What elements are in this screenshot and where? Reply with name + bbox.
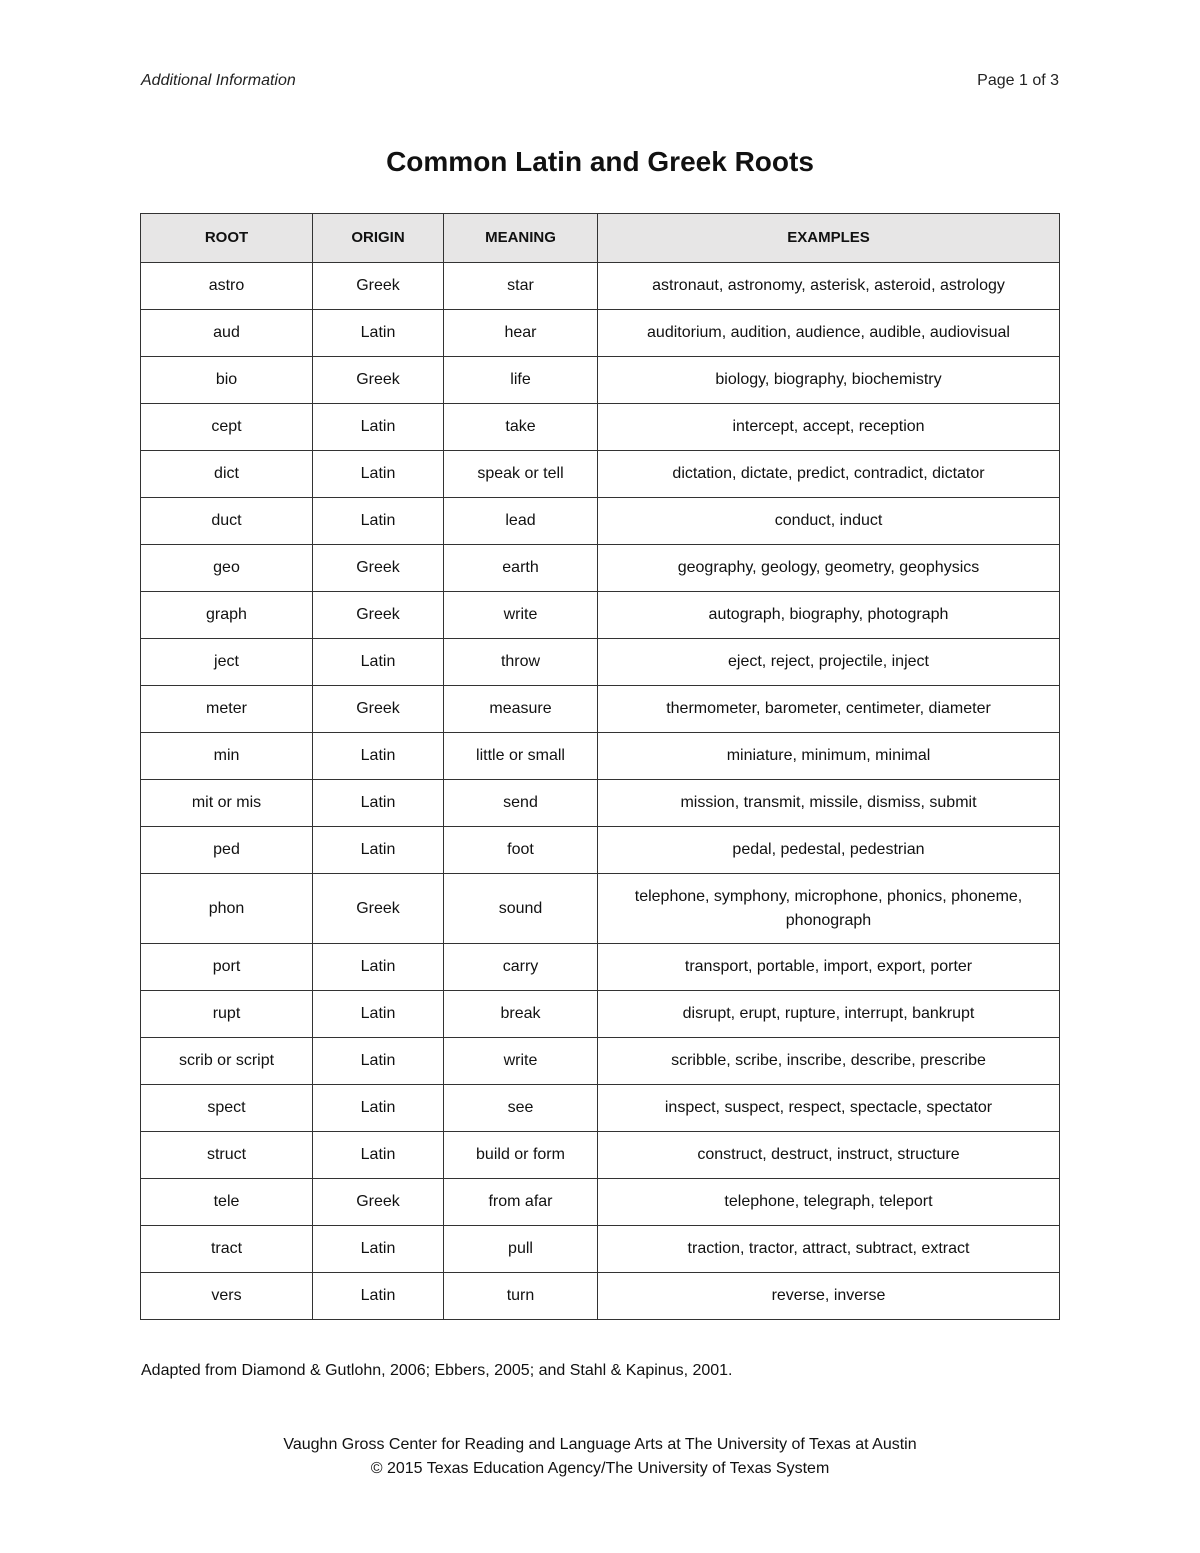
cell-examples: scribble, scribe, inscribe, describe, prescribe bbox=[598, 1038, 1060, 1085]
cell-origin: Greek bbox=[313, 263, 444, 310]
cell-examples: biology, biography, biochemistry bbox=[598, 357, 1060, 404]
cell-origin: Latin bbox=[313, 1132, 444, 1179]
cell-examples: intercept, accept, reception bbox=[598, 404, 1060, 451]
cell-meaning: carry bbox=[444, 944, 598, 991]
cell-origin: Latin bbox=[313, 780, 444, 827]
cell-origin: Latin bbox=[313, 451, 444, 498]
table-row bbox=[141, 451, 1060, 498]
cell-examples: autograph, biography, photograph bbox=[598, 592, 1060, 639]
cell-origin: Greek bbox=[313, 592, 444, 639]
cell-root: mit or mis bbox=[141, 780, 313, 827]
footer-institution: Vaughn Gross Center for Reading and Language Arts at The University of Texas at Austin bbox=[283, 1436, 917, 1453]
table-row bbox=[141, 1179, 1060, 1226]
cell-meaning: foot bbox=[444, 827, 598, 874]
cell-meaning: earth bbox=[444, 545, 598, 592]
page-title: Common Latin and Greek Roots bbox=[386, 146, 814, 177]
table-row bbox=[141, 1085, 1060, 1132]
cell-examples: geography, geology, geometry, geophysics bbox=[598, 545, 1060, 592]
cell-examples: thermometer, barometer, centimeter, diameter bbox=[598, 686, 1060, 733]
table-row bbox=[141, 991, 1060, 1038]
table-row bbox=[141, 874, 1060, 944]
cell-examples: traction, tractor, attract, subtract, extract bbox=[598, 1226, 1060, 1273]
cell-root: duct bbox=[141, 498, 313, 545]
cell-root: struct bbox=[141, 1132, 313, 1179]
cell-origin: Latin bbox=[313, 1273, 444, 1320]
cell-meaning: star bbox=[444, 263, 598, 310]
cell-meaning: see bbox=[444, 1085, 598, 1132]
table-row bbox=[141, 404, 1060, 451]
table-row bbox=[141, 1226, 1060, 1273]
table-row bbox=[141, 827, 1060, 874]
roots-table-body bbox=[141, 263, 1060, 1320]
cell-meaning: hear bbox=[444, 310, 598, 357]
cell-examples: construct, destruct, instruct, structure bbox=[598, 1132, 1060, 1179]
cell-meaning: speak or tell bbox=[444, 451, 598, 498]
cell-meaning: measure bbox=[444, 686, 598, 733]
cell-root: rupt bbox=[141, 991, 313, 1038]
cell-examples: auditorium, audition, audience, audible, audiovisual bbox=[598, 310, 1060, 357]
column-header-meaning: MEANING bbox=[444, 214, 598, 263]
cell-origin: Greek bbox=[313, 545, 444, 592]
roots-table bbox=[140, 213, 1060, 1320]
cell-examples: telephone, telegraph, teleport bbox=[598, 1179, 1060, 1226]
table-row bbox=[141, 592, 1060, 639]
cell-meaning: pull bbox=[444, 1226, 598, 1273]
cell-root: tele bbox=[141, 1179, 313, 1226]
cell-origin: Latin bbox=[313, 404, 444, 451]
cell-examples: conduct, induct bbox=[598, 498, 1060, 545]
cell-root: ject bbox=[141, 639, 313, 686]
cell-examples: inspect, suspect, respect, spectacle, spectator bbox=[598, 1085, 1060, 1132]
cell-root: port bbox=[141, 944, 313, 991]
cell-examples: reverse, inverse bbox=[598, 1273, 1060, 1320]
cell-root: vers bbox=[141, 1273, 313, 1320]
cell-origin: Greek bbox=[313, 874, 444, 944]
cell-origin: Latin bbox=[313, 733, 444, 780]
cell-meaning: build or form bbox=[444, 1132, 598, 1179]
cell-root: aud bbox=[141, 310, 313, 357]
cell-examples: disrupt, erupt, rupture, interrupt, bankrupt bbox=[598, 991, 1060, 1038]
table-row bbox=[141, 1038, 1060, 1085]
cell-meaning: life bbox=[444, 357, 598, 404]
cell-meaning: from afar bbox=[444, 1179, 598, 1226]
cell-meaning: lead bbox=[444, 498, 598, 545]
cell-root: meter bbox=[141, 686, 313, 733]
cell-origin: Latin bbox=[313, 1226, 444, 1273]
cell-origin: Latin bbox=[313, 310, 444, 357]
table-row bbox=[141, 944, 1060, 991]
cell-meaning: write bbox=[444, 592, 598, 639]
cell-examples: dictation, dictate, predict, contradict, dictator bbox=[598, 451, 1060, 498]
cell-root: min bbox=[141, 733, 313, 780]
cell-root: dict bbox=[141, 451, 313, 498]
cell-meaning: send bbox=[444, 780, 598, 827]
cell-root: tract bbox=[141, 1226, 313, 1273]
footer-copyright: © 2015 Texas Education Agency/The University of Texas System bbox=[370, 1460, 830, 1477]
table-row bbox=[141, 357, 1060, 404]
table-row bbox=[141, 310, 1060, 357]
page-number: Page 1 of 3 bbox=[977, 72, 1059, 89]
cell-origin: Latin bbox=[313, 991, 444, 1038]
cell-origin: Greek bbox=[313, 1179, 444, 1226]
cell-origin: Latin bbox=[313, 498, 444, 545]
cell-origin: Latin bbox=[313, 639, 444, 686]
column-header-origin: ORIGIN bbox=[313, 214, 444, 263]
cell-meaning: little or small bbox=[444, 733, 598, 780]
cell-meaning: take bbox=[444, 404, 598, 451]
cell-origin: Latin bbox=[313, 944, 444, 991]
table-row bbox=[141, 780, 1060, 827]
table-row bbox=[141, 639, 1060, 686]
source-citation: Adapted from Diamond & Gutlohn, 2006; Ebbers, 2005; and Stahl & Kapinus, 2001. bbox=[141, 1362, 733, 1379]
cell-examples: eject, reject, projectile, inject bbox=[598, 639, 1060, 686]
cell-origin: Latin bbox=[313, 1038, 444, 1085]
cell-root: bio bbox=[141, 357, 313, 404]
table-row bbox=[141, 498, 1060, 545]
cell-root: scrib or script bbox=[141, 1038, 313, 1085]
cell-root: spect bbox=[141, 1085, 313, 1132]
cell-meaning: break bbox=[444, 991, 598, 1038]
table-row bbox=[141, 263, 1060, 310]
cell-root: cept bbox=[141, 404, 313, 451]
table-row bbox=[141, 686, 1060, 733]
cell-meaning: turn bbox=[444, 1273, 598, 1320]
cell-root: astro bbox=[141, 263, 313, 310]
cell-meaning: throw bbox=[444, 639, 598, 686]
table-row bbox=[141, 545, 1060, 592]
cell-root: graph bbox=[141, 592, 313, 639]
table-header-row bbox=[141, 214, 1060, 263]
cell-examples: telephone, symphony, microphone, phonics, phoneme, phonograph bbox=[598, 874, 1060, 944]
cell-root: geo bbox=[141, 545, 313, 592]
table-row bbox=[141, 733, 1060, 780]
cell-meaning: write bbox=[444, 1038, 598, 1085]
column-header-root: ROOT bbox=[141, 214, 313, 263]
cell-root: phon bbox=[141, 874, 313, 944]
cell-origin: Greek bbox=[313, 357, 444, 404]
cell-examples: astronaut, astronomy, asterisk, asteroid, astrology bbox=[598, 263, 1060, 310]
cell-examples: transport, portable, import, export, porter bbox=[598, 944, 1060, 991]
cell-examples: mission, transmit, missile, dismiss, submit bbox=[598, 780, 1060, 827]
cell-origin: Greek bbox=[313, 686, 444, 733]
column-header-examples: EXAMPLES bbox=[598, 214, 1060, 263]
cell-meaning: sound bbox=[444, 874, 598, 944]
cell-origin: Latin bbox=[313, 1085, 444, 1132]
table-row bbox=[141, 1273, 1060, 1320]
cell-origin: Latin bbox=[313, 827, 444, 874]
cell-examples: miniature, minimum, minimal bbox=[598, 733, 1060, 780]
page-header-section: Additional Information bbox=[141, 72, 296, 89]
cell-root: ped bbox=[141, 827, 313, 874]
table-row bbox=[141, 1132, 1060, 1179]
cell-examples: pedal, pedestal, pedestrian bbox=[598, 827, 1060, 874]
